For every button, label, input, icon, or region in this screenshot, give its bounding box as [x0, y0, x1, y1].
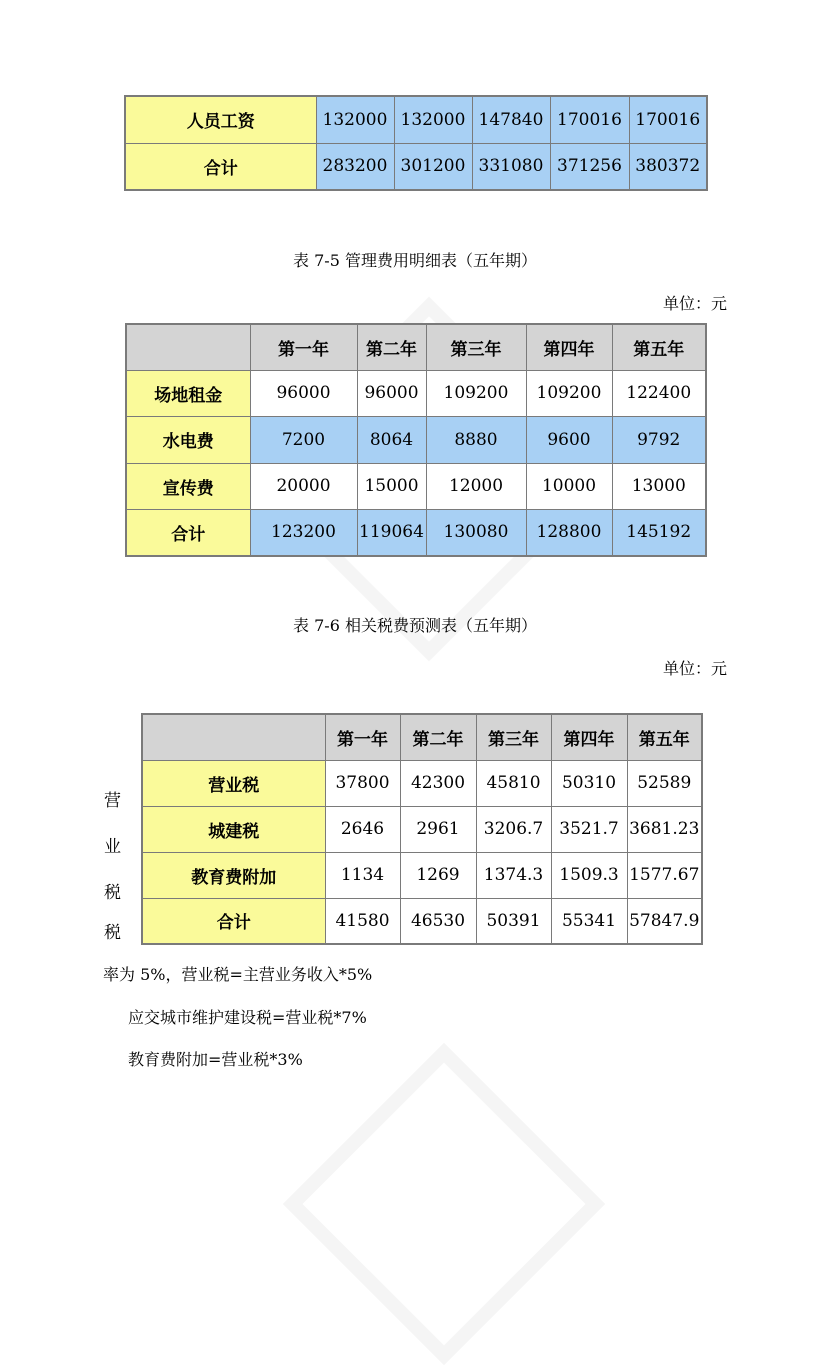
row-label: 场地租金: [126, 370, 250, 416]
table-cell: 20000: [250, 463, 357, 509]
management-expense-table: [125, 323, 707, 557]
table-row: [126, 370, 706, 416]
table-header-row: [142, 714, 702, 760]
table-cell: 50310: [551, 760, 627, 806]
row-label: 合计: [126, 509, 250, 556]
table-cell: 12000: [426, 463, 526, 509]
watermark-logo-bottom: [283, 1043, 605, 1365]
unit-label: 单位：元: [662, 659, 727, 678]
table-row: [126, 416, 706, 463]
table-cell: 2961: [400, 806, 476, 852]
table-caption: 表 7-6 相关税费预测表（五年期）: [293, 616, 537, 635]
table-cell: 122400: [612, 370, 706, 416]
side-text-char: 税: [104, 883, 121, 903]
table-cell: 123200: [250, 509, 357, 556]
table-cell: 380372: [629, 143, 707, 190]
table-row: [142, 806, 702, 852]
table-cell: 1374.3: [476, 852, 551, 898]
header-cell: [142, 714, 325, 760]
table-header-row: [126, 324, 706, 370]
note-line: 应交城市维护建设税=营业税*7%: [128, 1008, 367, 1027]
header-cell: 第一年: [250, 324, 357, 370]
table-cell: 10000: [526, 463, 612, 509]
header-cell: 第三年: [476, 714, 551, 760]
table-cell: 1269: [400, 852, 476, 898]
row-label: 合计: [125, 143, 316, 190]
table-cell: 50391: [476, 898, 551, 944]
table-cell: 3206.7: [476, 806, 551, 852]
table-cell: 130080: [426, 509, 526, 556]
table-cell: 8064: [357, 416, 426, 463]
row-label: 宣传费: [126, 463, 250, 509]
side-text-char: 业: [104, 837, 121, 857]
header-cell: 第五年: [627, 714, 702, 760]
table-cell: 1577.67: [627, 852, 702, 898]
row-label: 营业税: [142, 760, 325, 806]
side-text-char: 税: [104, 923, 121, 943]
table-cell: 8880: [426, 416, 526, 463]
table-cell: 331080: [472, 143, 550, 190]
table-cell: 9600: [526, 416, 612, 463]
table-cell: 109200: [426, 370, 526, 416]
table-cell: 1134: [325, 852, 400, 898]
header-cell: 第一年: [325, 714, 400, 760]
tax-forecast-table: [141, 713, 703, 945]
unit-label: 单位：元: [662, 294, 727, 313]
table-cell: 96000: [250, 370, 357, 416]
row-label: 城建税: [142, 806, 325, 852]
table-row: [126, 463, 706, 509]
table-cell: 170016: [550, 96, 629, 143]
row-label: 人员工资: [125, 96, 316, 143]
table-row: [142, 898, 702, 944]
table-cell: 15000: [357, 463, 426, 509]
table-cell: 2646: [325, 806, 400, 852]
table-cell: 3681.23: [627, 806, 702, 852]
side-text-char: 营: [104, 791, 121, 811]
salary-total-table: [124, 95, 708, 191]
table-row: [126, 509, 706, 556]
table-cell: 147840: [472, 96, 550, 143]
row-label: 合计: [142, 898, 325, 944]
table-cell: 57847.9: [627, 898, 702, 944]
table-cell: 109200: [526, 370, 612, 416]
table-cell: 96000: [357, 370, 426, 416]
table-cell: 283200: [316, 143, 394, 190]
table-cell: 3521.7: [551, 806, 627, 852]
table-cell: 7200: [250, 416, 357, 463]
table-cell: 1509.3: [551, 852, 627, 898]
note-line: 教育费附加=营业税*3%: [128, 1050, 303, 1069]
table-cell: 52589: [627, 760, 702, 806]
table-row: [125, 96, 707, 143]
table-cell: 37800: [325, 760, 400, 806]
table-cell: 13000: [612, 463, 706, 509]
table-row: [125, 143, 707, 190]
table-caption: 表 7-5 管理费用明细表（五年期）: [293, 251, 537, 270]
table-cell: 9792: [612, 416, 706, 463]
table-cell: 119064: [357, 509, 426, 556]
table-cell: 42300: [400, 760, 476, 806]
row-label: 水电费: [126, 416, 250, 463]
table-cell: 45810: [476, 760, 551, 806]
header-cell: 第二年: [400, 714, 476, 760]
row-label: 教育费附加: [142, 852, 325, 898]
table-cell: 132000: [316, 96, 394, 143]
note-line: 率为 5%，营业税=主营业务收入*5%: [103, 965, 373, 984]
table-cell: 55341: [551, 898, 627, 944]
header-cell: 第四年: [551, 714, 627, 760]
table-row: [142, 852, 702, 898]
table-row: [142, 760, 702, 806]
table-cell: 132000: [394, 96, 472, 143]
table-cell: 41580: [325, 898, 400, 944]
table-cell: 128800: [526, 509, 612, 556]
table-cell: 46530: [400, 898, 476, 944]
table-cell: 301200: [394, 143, 472, 190]
header-cell: 第三年: [426, 324, 526, 370]
header-cell: [126, 324, 250, 370]
table-cell: 170016: [629, 96, 707, 143]
header-cell: 第五年: [612, 324, 706, 370]
header-cell: 第二年: [357, 324, 426, 370]
table-cell: 145192: [612, 509, 706, 556]
header-cell: 第四年: [526, 324, 612, 370]
table-cell: 371256: [550, 143, 629, 190]
